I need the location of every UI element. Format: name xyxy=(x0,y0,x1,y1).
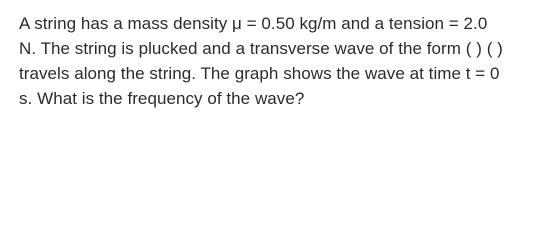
question-line-4: s. What is the frequency of the wave? xyxy=(19,89,305,108)
question-line-2: N. The string is plucked and a transverse wave of the form ( ) ( ) xyxy=(19,39,503,58)
question-text xyxy=(19,11,549,111)
question-line-1: A string has a mass density μ = 0.50 kg/m and a tension = 2.0 xyxy=(19,14,488,33)
question-line-3: travels along the string. The graph shows the wave at time t = 0 xyxy=(19,64,500,83)
